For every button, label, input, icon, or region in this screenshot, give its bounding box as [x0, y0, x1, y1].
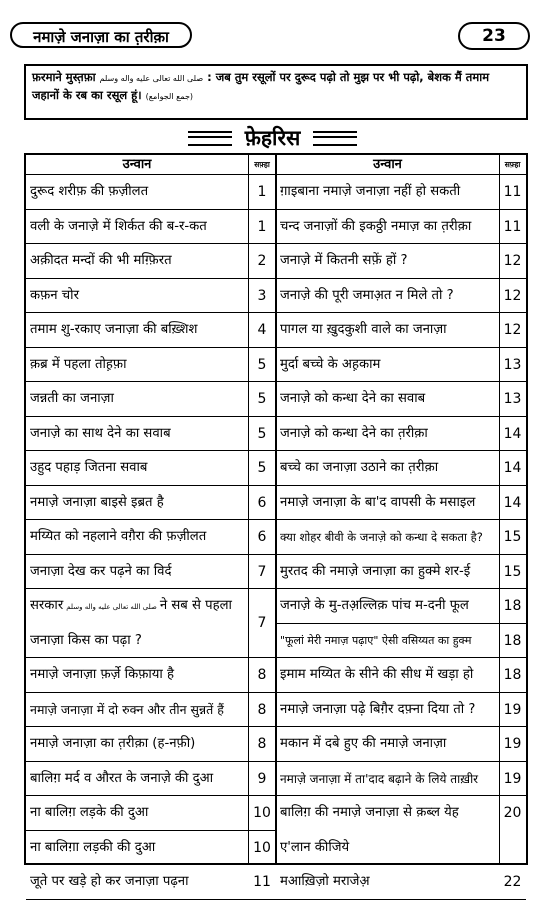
toc-entry-page: 11	[248, 865, 276, 900]
toc-entry-text: क्या शोहर बीवी के जनाज़े को कन्धा दे सकता है?	[280, 530, 483, 544]
toc-entry-line: ए'लान कीजिये	[280, 839, 350, 855]
toc-entry-page: 5	[248, 348, 276, 383]
toc-entry-title	[276, 210, 499, 245]
toc-entry-line	[30, 693, 248, 728]
toc-entry-title	[276, 244, 499, 279]
toc-entry-page: 13	[499, 382, 526, 417]
toc-entry-page: 7	[248, 589, 276, 658]
toc-entry-line	[280, 520, 499, 555]
toc-entry-title	[26, 589, 248, 658]
toc-entry-text: वली के जनाज़े में शिर्कत की ब-र-कत	[30, 218, 207, 234]
toc-entry-text: चन्द जनाज़ों की इकठ्ठी नमाज़ का त़रीक़ा	[280, 218, 472, 234]
toc-entry-line	[30, 279, 248, 314]
toc-entry-page: 8	[248, 658, 276, 693]
toc-entry-text: कफ़न चोर	[30, 287, 79, 303]
toc-entry-text: जनाज़े में कितनी सफ़ें हों ?	[280, 253, 408, 268]
toc-entry-title	[26, 831, 248, 866]
toc-entry-line	[280, 589, 499, 624]
toc-entry-line	[280, 244, 499, 279]
toc-entry-page: 11	[499, 210, 526, 245]
toc-entry-page: 6	[248, 520, 276, 555]
toc-entry-line	[30, 727, 248, 762]
toc-entry-line	[280, 382, 499, 417]
toc-entry-text: नमाज़े जनाज़ा में ता'दाद बढ़ाने के लिये ताख़ीर	[280, 771, 479, 786]
toc-entry-title	[26, 210, 248, 245]
toc-entry-title	[276, 451, 499, 486]
toc-entry-line	[280, 417, 499, 452]
toc-entry-title	[26, 348, 248, 383]
toc-entry-page: 4	[248, 313, 276, 348]
quote-text: : जब तुम रसूलों पर दुरूद पढ़ो तो मुझ पर भी पढ़ो, बेशक मैं तमाम जहानों के रब का रसूल हूं।	[32, 70, 490, 102]
toc-heading	[0, 124, 545, 154]
toc-entry-line	[30, 831, 248, 866]
toc-entry-text: मय्यित को नहलाने वग़ैरा की फ़ज़ीलत	[30, 529, 207, 544]
toc-entry-page: 1	[248, 175, 276, 210]
toc-entry-text: जनाज़े की पूरी जमाअ़त न मिले तो ?	[280, 287, 454, 303]
toc-entry-line	[30, 658, 248, 693]
toc-entry-text: "फूलां मेरी नमाज़ पढ़ाए" ऐसी वसिय्यत का हुक्म	[280, 633, 472, 647]
toc-entry-title	[26, 244, 248, 279]
toc-entry-page: 14	[499, 451, 526, 486]
toc-entry-line	[280, 313, 499, 348]
toc-entry-page: 18	[499, 589, 526, 624]
toc-entry-text: इमाम मय्यित के सीने की सीध में खड़ा हो	[280, 667, 474, 682]
toc-entry-line	[30, 589, 248, 624]
toc-entry-line	[280, 486, 499, 521]
toc-entry-title	[26, 279, 248, 314]
toc-header-page: सफ़्हा	[248, 155, 276, 175]
toc-entry-text: मआख़िज़ो मराजेअ़	[280, 874, 370, 889]
toc-entry-title	[276, 520, 499, 555]
toc-entry-text: नमाज़े जनाज़ा बाइसे इब्रत है	[30, 494, 164, 510]
toc-entry-page: 18	[499, 624, 526, 659]
toc-entry-line	[280, 210, 499, 245]
toc-entry-text: बालिग़ की नमाज़े जनाज़ा से क़ब्ल येह	[280, 805, 459, 820]
toc-entry-text: ना बालिग़ा लड़की की दुआ	[30, 839, 156, 855]
toc-header-title: उन्वान	[276, 155, 499, 175]
toc-heading-text: फ़ेहरिस	[244, 126, 301, 150]
quote-label: फ़रमाने मुस्त़फ़ा	[32, 70, 96, 84]
toc-entry-text: जनाज़ा देख कर पढ़ने का विर्द	[30, 563, 172, 579]
page-number: 23	[458, 22, 530, 50]
toc-entry-page: 19	[499, 727, 526, 762]
toc-entry-page: 19	[499, 762, 526, 797]
toc-entry-line	[280, 865, 499, 900]
toc-entry-page: 10	[248, 796, 276, 831]
toc-entry-line: जनाज़ा किस का पढ़ा ?	[30, 632, 142, 648]
toc-entry-title	[26, 313, 248, 348]
toc-entry-title	[26, 382, 248, 417]
toc-entry-line	[30, 348, 248, 383]
toc-entry-page: 14	[499, 486, 526, 521]
toc-entry-title	[276, 486, 499, 521]
toc-entry-page: 19	[499, 693, 526, 728]
toc-entry-text: जन्नती का जनाज़ा	[30, 391, 114, 406]
toc-entry-text: मुरतद की नमाज़े जनाज़ा का हुक्मे शर-ई	[280, 563, 471, 579]
toc-entry-text: जूते पर खड़े हो कर जनाज़ा पढ़ना	[30, 874, 189, 889]
toc-header-page: सफ़्हा	[499, 155, 526, 175]
toc-entry-page: 5	[248, 382, 276, 417]
decorative-bars-left	[188, 131, 232, 146]
toc-entry-line	[30, 451, 248, 486]
toc-entry-page: 14	[499, 417, 526, 452]
toc-entry-text: अक़ीदत मन्दों की भी मग़्फ़िरत	[30, 253, 172, 268]
toc-entry-line	[30, 486, 248, 521]
toc-entry-line	[280, 348, 499, 383]
toc-entry-title	[276, 658, 499, 693]
toc-entry-line	[30, 210, 248, 245]
toc-entry-title	[276, 624, 499, 659]
toc-entry-text: जनाज़े का साथ देने का सवाब	[30, 425, 171, 441]
toc-entry-title	[26, 555, 248, 590]
toc-entry-page: 6	[248, 486, 276, 521]
toc-entry-title	[276, 175, 499, 210]
toc-entry-text: नमाज़े जनाज़ा के बा'द वापसी के मसाइल	[280, 494, 476, 510]
toc-entry-text: बच्चे का जनाज़ा उठाने का त़रीक़ा	[280, 460, 439, 475]
toc-entry-page: 5	[248, 417, 276, 452]
toc-entry-title	[26, 520, 248, 555]
toc-entry-title	[276, 727, 499, 762]
toc-entry-title	[276, 796, 499, 865]
toc-entry-page: 22	[499, 865, 526, 900]
toc-entry-title	[276, 555, 499, 590]
toc-entry-title	[26, 693, 248, 728]
toc-entry-page: 8	[248, 693, 276, 728]
toc-entry-page: 15	[499, 555, 526, 590]
toc-entry-text: उहुद पहाड़ जितना सवाब	[30, 460, 148, 475]
toc-entry-text: नमाज़े जनाज़ा पढ़े बिग़ैर दफ़्ना दिया तो ?	[280, 701, 476, 717]
toc-entry-title	[26, 417, 248, 452]
toc-entry-page: 12	[499, 313, 526, 348]
toc-entry-title	[276, 279, 499, 314]
toc-entry-line	[30, 865, 248, 900]
toc-entry-line	[280, 693, 499, 728]
toc-entry-title	[26, 727, 248, 762]
toc-entry-line	[280, 762, 499, 797]
toc-entry-text: पागल या ख़ुदकुशी वाले का जनाज़ा	[280, 322, 447, 337]
toc-entry-page: 11	[499, 175, 526, 210]
toc-entry-page: 7	[248, 555, 276, 590]
toc-entry-text: जनाज़े को कन्धा देने का त़रीक़ा	[280, 425, 428, 441]
toc-entry-title	[26, 762, 248, 797]
hadith-quote	[24, 64, 528, 120]
toc-header-title: उन्वान	[26, 155, 248, 175]
toc-entry-text: तमाम शु-रकाए जनाज़ा की बख़्शिश	[30, 322, 198, 337]
toc-entry-line	[280, 279, 499, 314]
toc-entry-page: 18	[499, 658, 526, 693]
toc-entry-page: 12	[499, 279, 526, 314]
toc-entry-title	[276, 865, 499, 900]
toc-entry-line	[30, 796, 248, 831]
toc-entry-text: नमाज़े जनाज़ा का त़रीक़ा (ह-नफ़ी)	[30, 736, 196, 751]
toc-entry-page: 15	[499, 520, 526, 555]
toc-entry-page: 8	[248, 727, 276, 762]
toc-entry-line	[280, 796, 499, 831]
toc-entry-text: नमाज़े जनाज़ा में दो रुक्न और तीन सुन्नतें हैं	[30, 701, 224, 717]
toc-entry-line	[280, 624, 499, 659]
toc-entry-line	[280, 727, 499, 762]
toc-entry-line	[280, 658, 499, 693]
toc-entry-line	[30, 762, 248, 797]
toc-entry-page: 10	[248, 831, 276, 866]
toc-entry-line	[30, 555, 248, 590]
toc-entry-title	[26, 658, 248, 693]
toc-entry-title	[276, 589, 499, 624]
toc-entry-title	[276, 382, 499, 417]
toc-entry-line	[30, 520, 248, 555]
toc-entry-title	[276, 313, 499, 348]
toc-entry-text: ने सब से पहला	[159, 598, 232, 613]
toc-entry-title	[26, 175, 248, 210]
toc-entry-title	[276, 417, 499, 452]
toc-entry-line	[30, 417, 248, 452]
toc-entry-text: सरकार	[30, 598, 64, 613]
toc-entry-text: क़ब्र में पहला तोह़फ़ा	[30, 356, 127, 372]
toc-entry-text: मकान में दबे हुए की नमाज़े जनाज़ा	[280, 736, 447, 751]
toc-entry-page: 20	[499, 796, 526, 865]
toc-entry-line	[280, 555, 499, 590]
toc-entry-text: मुर्दा बच्चे के अह़काम	[280, 356, 381, 372]
toc-entry-title	[26, 451, 248, 486]
quote-source: (جمع الجوامع)	[145, 92, 194, 101]
toc-table	[24, 153, 528, 890]
toc-entry-page: 12	[499, 244, 526, 279]
toc-entry-title	[26, 796, 248, 831]
decorative-bars-right	[313, 131, 357, 146]
toc-entry-title	[26, 865, 248, 900]
toc-entry-text: बालिग़ मर्द व औरत के जनाज़े की दुआ	[30, 770, 214, 786]
toc-entry-line	[280, 175, 499, 210]
toc-entry-title	[26, 486, 248, 521]
book-title: नमाज़े जनाज़ा का त़रीक़ा	[10, 22, 192, 48]
toc-entry-page: 3	[248, 279, 276, 314]
toc-entry-text: जनाज़े को कन्धा देने का सवाब	[280, 391, 426, 406]
toc-entry-page: 9	[248, 762, 276, 797]
toc-entry-text: ग़ाइबाना नमाज़े जनाज़ा नहीं हो सकती	[280, 184, 461, 199]
toc-entry-page: 5	[248, 451, 276, 486]
toc-entry-text: ना बालिग़ लड़के की दुआ	[30, 805, 149, 820]
toc-entry-page: 2	[248, 244, 276, 279]
toc-entry-line	[30, 313, 248, 348]
toc-entry-title	[276, 693, 499, 728]
honorific-arabic: صلى الله تعالى عليه واله وسلم	[66, 603, 157, 611]
toc-entry-title	[276, 762, 499, 797]
toc-entry-line	[280, 451, 499, 486]
toc-entry-line	[30, 244, 248, 279]
toc-entry-text: दुरूद शरीफ़ की फ़ज़ीलत	[30, 184, 149, 199]
toc-entry-page: 1	[248, 210, 276, 245]
quote-arabic: صلى الله تعالى عليه واله وسلم	[99, 74, 204, 83]
toc-entry-title	[276, 348, 499, 383]
toc-entry-line	[30, 382, 248, 417]
toc-entry-text: जनाज़े के मु-तअ़ल्लिक़ पांच म-दनी फूल	[280, 598, 469, 613]
toc-entry-page: 13	[499, 348, 526, 383]
toc-entry-line	[30, 175, 248, 210]
toc-entry-text: नमाज़े जनाज़ा फ़र्ज़े किफ़ाया है	[30, 667, 175, 682]
